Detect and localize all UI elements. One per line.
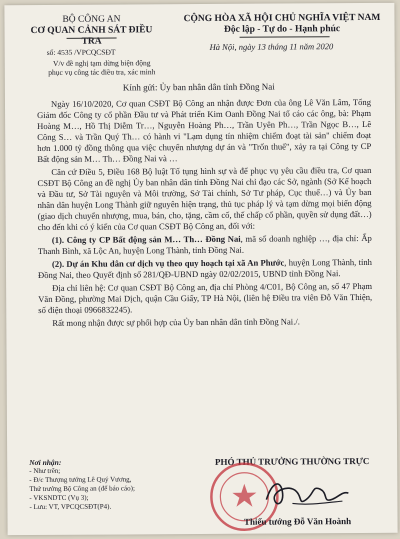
paragraph-1: Ngày 16/10/2020, Cơ quan CSĐT Bộ Công an nhận được Đơn của ông Lê Văn Lâm, Tổng Giám đốc Công ty cổ phần Đầu tư và Phát triển Kim Oanh Đồng Nai tố cáo các ông, bà: Phạm Hoàng M…, Hồ Thị Diễm Tr…, Nguyễn Hoàng Ph…, Trần Uyên Ph…, Trần Ngọc B…, Lê Công S… và Trần Quý Th… có hành vi "Lạm dụng tín nhiệm chiếm đoạt tài sản" chiếm đoạt hơn 1.000 tỷ đồng thông qua việc chuyển nhượng dự án và "Trốn thuế", xảy ra tại Công ty CP Bất động sản M… Th… Đồng Nai và …: [37, 96, 372, 164]
ministry-name: BỘ CÔNG AN: [62, 14, 121, 25]
recipient-item: - Lưu: VT, VPCQCSĐT(P4).: [29, 502, 112, 512]
item-2-text: , huyện Long Thành, tỉnh Đồng Nai, theo Quyết định số 281/QĐ-UBND ngày 02/02/2015, UBND tỉnh Đồng Nai.: [38, 256, 372, 280]
subject-line-1: V/v đề nghị tạm dừng biện động: [53, 58, 151, 68]
closing-paragraph: Rất mong nhận được sự phối hợp của Ủy ban nhân dân tỉnh Đồng Nai./.: [52, 316, 300, 328]
contact-paragraph: Địa chỉ liên hệ: Cơ quan CSĐT Bộ Công an, địa chỉ Phòng 4/C01, Bộ Công an, số 47 Phạm Văn Đồng, phường Mai Dịch, quận Cầu Giấy, TP Hà Nội, (liên hệ Điều tra viên Đỗ Văn Thiện, số điện thoại 0966832245).: [38, 280, 373, 315]
recipient-line: Kính gửi: Ủy ban nhân dân tỉnh Đồng Nai: [122, 81, 275, 93]
recipient-item: - Đ/c Thượng tướng Lê Quý Vương,: [29, 475, 132, 485]
item-1-lead: (1). Công ty CP Bất động sản M… Th… Đồng Nai: [51, 233, 241, 245]
recipient-item: Thứ trưởng Bộ Công an (để báo cáo);: [29, 484, 135, 494]
issuer-block: [26, 14, 156, 48]
letter-body: [37, 97, 372, 331]
item-1-text: , mã số doanh nghiệp …, địa chỉ: Ấp Thanh Bình, xã Lộc An, huyện Long Thành, tỉnh Đồng Nai.: [37, 232, 372, 256]
motto-underline: [240, 36, 330, 38]
item-2: [38, 257, 372, 281]
republic-name: CỘNG HÒA XÃ HỘI CHỦ NGHĨA VIỆT NAM: [183, 12, 381, 25]
signer-title: PHÓ THỦ TRƯỞNG THƯỜNG TRỰC: [214, 455, 370, 467]
signer-name: Thiếu tướng Đỗ Văn Hoành: [243, 516, 352, 527]
recipients-title: Nơi nhận:: [29, 457, 62, 468]
item-1: [38, 233, 372, 257]
agency-name: CƠ QUAN CẢNH SÁT ĐIỀU TRA: [30, 25, 153, 47]
motto: Độc lập - Tự do - Hạnh phúc: [223, 24, 341, 35]
national-title: [174, 13, 389, 36]
official-letter: [4, 3, 397, 535]
item-2-lead: (2). Dự án Khu dân cư dịch vụ theo quy hoạch tại xã An Phước: [51, 257, 285, 269]
document-subject: [37, 58, 167, 77]
document-date: Hà Nội, ngày 13 tháng 11 năm 2020: [209, 41, 334, 52]
recipient-item: - Như trên;: [29, 466, 61, 476]
paragraph-2: Căn cứ Điều 5, Điều 168 Bộ luật Tố tụng hình sự và để phục vụ yêu cầu điều tra, Cơ quan CSĐT Bộ Công an đề nghị Ủy ban nhân dân tỉnh Đồng Nai chỉ đạo các Sở, ngành (Sở Kế hoạch và Đầu tư, Sở Tài nguyên và Môi trường, Sở Tài chính, Sở Tư pháp, Cục thuế…) và Ủy ban nhân dân huyện Long Thành giữ nguyên hiện trạng, thủ tục pháp lý và tạm dừng mọi biến động (giao dịch chuyển nhượng, mua, bán, cho, tặng, cầm cố, thế chấp cổ phần, quyền sử dụng đất…) cho đến khi có ý kiến của Cơ quan CSĐT Bộ Công an, đối với:: [37, 164, 372, 232]
subject-line-2: phục vụ công tác điều tra, xác minh: [48, 67, 156, 77]
recipient-item: - VKSNDTC (Vụ 3);: [29, 493, 89, 503]
document-number: số: 4535 /VPCQCSĐT: [46, 47, 116, 57]
recipients-list: [29, 457, 189, 512]
handwritten-signature-icon: [262, 473, 352, 514]
